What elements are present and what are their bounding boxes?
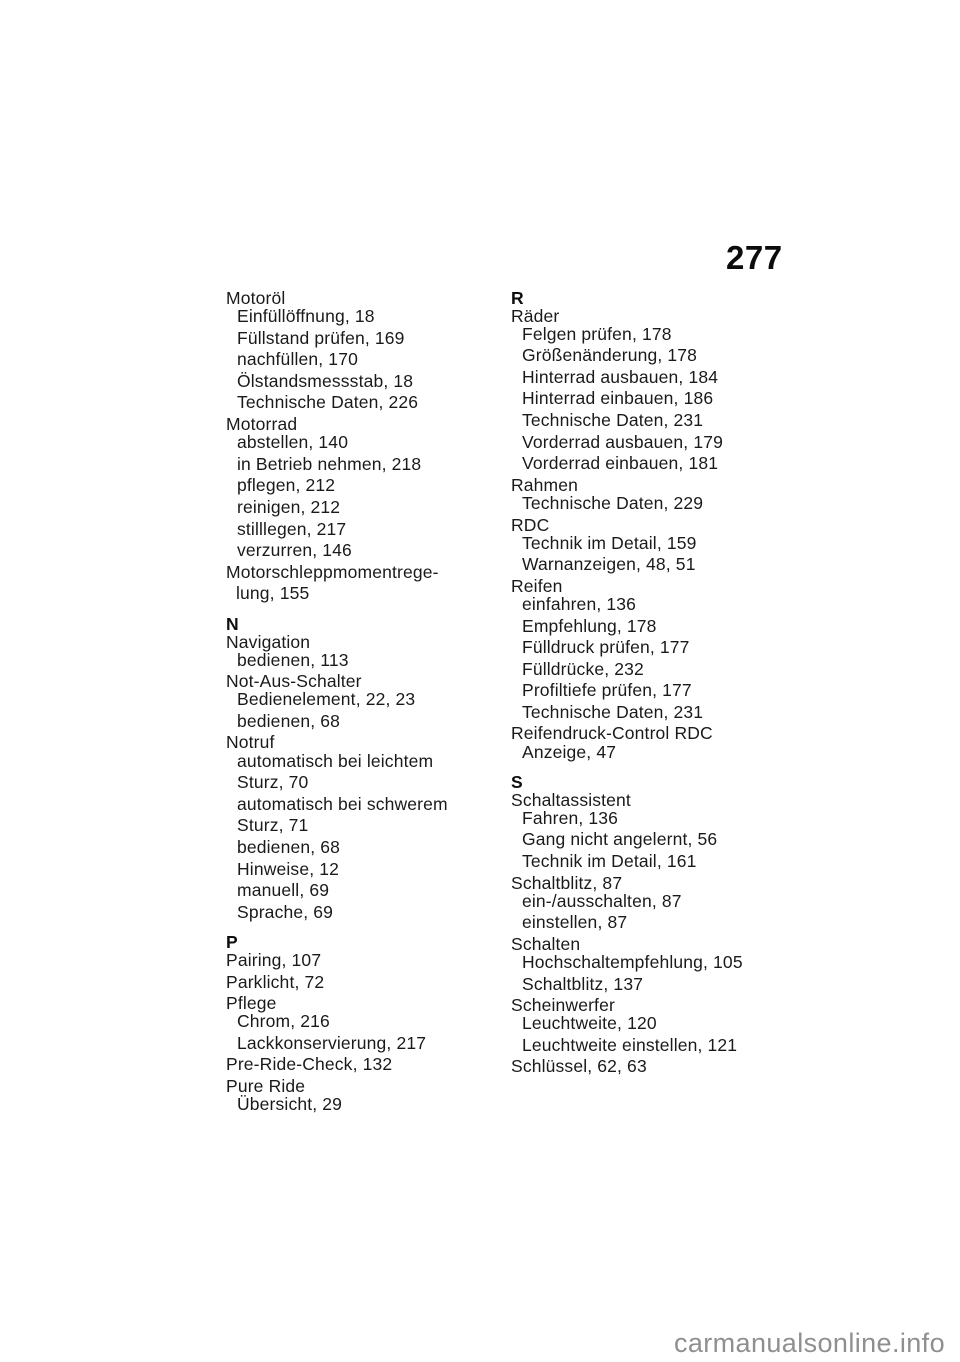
index-term: Schaltassistent bbox=[511, 789, 631, 810]
index-subentry: Einfüllöffnung, 18 bbox=[237, 306, 375, 327]
index-term: Pflege bbox=[226, 993, 277, 1014]
index-subentry: Übersicht, 29 bbox=[237, 1094, 343, 1115]
index-entry bbox=[226, 972, 526, 994]
index-subentry: Leuchtweite einstellen, 121 bbox=[522, 1034, 738, 1055]
index-entry bbox=[511, 934, 811, 995]
index-entry bbox=[511, 790, 811, 873]
index-term: Pure Ride bbox=[226, 1075, 306, 1096]
index-subentry: Sturz, 70 bbox=[237, 772, 309, 793]
index-term: Pre-Ride-Check, 132 bbox=[226, 1054, 393, 1075]
index-term: Not-Aus-Schalter bbox=[226, 671, 362, 692]
index-entry bbox=[226, 732, 526, 923]
index-subentry: Schaltblitz, 137 bbox=[522, 973, 644, 994]
index-subentry: Warnanzeigen, 48, 51 bbox=[522, 554, 696, 575]
index-subentry: Vorderrad einbauen, 181 bbox=[522, 453, 719, 474]
index-term: Schalten bbox=[511, 933, 581, 954]
index-entry bbox=[511, 475, 811, 515]
index-term: Rahmen bbox=[511, 474, 579, 495]
index-term: Räder bbox=[511, 305, 560, 326]
index-subentry: Profiltiefe prüfen, 177 bbox=[522, 680, 692, 701]
index-term: Motorrad bbox=[226, 414, 298, 435]
index-subentry: bedienen, 68 bbox=[237, 710, 341, 731]
index-term: RDC bbox=[511, 514, 550, 535]
index-entry bbox=[226, 632, 526, 672]
index-term: Motoröl bbox=[226, 288, 286, 308]
index-subentry: Vorderrad ausbauen, 179 bbox=[522, 431, 723, 452]
index-subentry: in Betrieb nehmen, 218 bbox=[237, 453, 422, 474]
index-subentry: einfahren, 136 bbox=[522, 593, 636, 614]
index-entry bbox=[226, 414, 526, 562]
index-term: Schaltblitz, 87 bbox=[511, 872, 623, 893]
index-subentry: Chrom, 216 bbox=[237, 1011, 330, 1032]
index-entry bbox=[511, 873, 811, 934]
index-subentry: abstellen, 140 bbox=[237, 432, 349, 453]
index-entry bbox=[511, 576, 811, 724]
index-subentry: Technische Daten, 226 bbox=[237, 392, 419, 413]
index-subentry: Hinweise, 12 bbox=[237, 858, 339, 879]
index-term: Scheinwerfer bbox=[511, 995, 615, 1016]
index-term: Pairing, 107 bbox=[226, 949, 322, 970]
index-entry bbox=[511, 306, 811, 475]
index-term: Reifen bbox=[511, 575, 563, 596]
index-subentry: pflegen, 212 bbox=[237, 475, 336, 496]
index-entry bbox=[226, 1076, 526, 1116]
index-entry bbox=[226, 1054, 526, 1076]
index-term: Reifendruck-Control RDC bbox=[511, 723, 713, 744]
index-subentry: Hinterrad einbauen, 186 bbox=[522, 388, 714, 409]
index-subentry: Bedienelement, 22, 23 bbox=[237, 689, 416, 710]
index-subentry: Fülldrücke, 232 bbox=[522, 658, 644, 679]
index-entry bbox=[511, 1056, 811, 1078]
page-number: 277 bbox=[726, 239, 783, 276]
index-entry bbox=[226, 950, 526, 972]
index-subentry: Lackkonservierung, 217 bbox=[237, 1032, 427, 1053]
index-term: Navigation bbox=[226, 631, 311, 652]
index-subentry: Fahren, 136 bbox=[522, 807, 619, 828]
section-letter: P bbox=[226, 932, 238, 953]
index-subentry: einstellen, 87 bbox=[522, 912, 628, 933]
index-column-left bbox=[226, 288, 526, 1116]
index-subentry: Anzeige, 47 bbox=[522, 741, 617, 762]
index-subentry: automatisch bei schwerem bbox=[237, 793, 448, 814]
index-subentry: Sprache, 69 bbox=[237, 901, 334, 922]
index-subentry: Hochschaltempfehlung, 105 bbox=[522, 952, 743, 972]
index-entry bbox=[226, 288, 526, 414]
index-column-right bbox=[511, 279, 811, 1078]
index-subentry: Füllstand prüfen, 169 bbox=[237, 327, 405, 348]
index-subentry: ein-/ausschalten, 87 bbox=[522, 890, 682, 911]
index-term: Parklicht, 72 bbox=[226, 971, 325, 992]
index-entry bbox=[226, 993, 526, 1054]
index-entry bbox=[511, 515, 811, 576]
section-letter: N bbox=[226, 613, 239, 634]
index-subentry: Technische Daten, 231 bbox=[522, 701, 704, 722]
index-subentry: Hinterrad ausbauen, 184 bbox=[522, 366, 719, 387]
index-subentry: Technische Daten, 229 bbox=[522, 492, 704, 513]
index-entry bbox=[511, 723, 811, 763]
index-subentry: verzurren, 146 bbox=[237, 540, 352, 561]
watermark: carmanualsonline.info bbox=[673, 1328, 945, 1358]
section-letter: S bbox=[511, 772, 523, 793]
index-entry bbox=[226, 562, 526, 605]
index-subentry: Technik im Detail, 159 bbox=[522, 532, 697, 553]
index-subentry: Technik im Detail, 161 bbox=[522, 851, 697, 872]
index-subentry: automatisch bei leichtem bbox=[237, 750, 434, 771]
index-entry bbox=[226, 671, 526, 732]
index-subentry: Sturz, 71 bbox=[237, 815, 309, 836]
index-entry bbox=[511, 995, 811, 1056]
index-subentry: Größenänderung, 178 bbox=[522, 345, 698, 366]
index-subentry: Technische Daten, 231 bbox=[522, 410, 704, 431]
index-term: Motorschleppmomentrege- bbox=[226, 561, 439, 582]
index-subentry: Ölstandsmessstab, 18 bbox=[237, 370, 414, 391]
index-subentry: Fülldruck prüfen, 177 bbox=[522, 637, 690, 658]
section-letter: R bbox=[511, 288, 524, 308]
index-subentry: Gang nicht angelernt, 56 bbox=[522, 829, 718, 850]
index-subentry: Leuchtweite, 120 bbox=[522, 1013, 657, 1034]
index-subentry: reinigen, 212 bbox=[237, 496, 341, 517]
index-term: Schlüssel, 62, 63 bbox=[511, 1056, 647, 1077]
index-term: lung, 155 bbox=[236, 583, 310, 604]
index-subentry: stilllegen, 217 bbox=[237, 518, 347, 539]
index-subentry: manuell, 69 bbox=[237, 880, 330, 901]
index-subentry: bedienen, 68 bbox=[237, 836, 341, 857]
index-subentry: bedienen, 113 bbox=[237, 649, 349, 670]
index-term: Notruf bbox=[226, 732, 275, 753]
index-subentry: Felgen prüfen, 178 bbox=[522, 323, 672, 344]
index-subentry: nachfüllen, 170 bbox=[237, 349, 358, 370]
index-subentry: Empfehlung, 178 bbox=[522, 615, 657, 636]
